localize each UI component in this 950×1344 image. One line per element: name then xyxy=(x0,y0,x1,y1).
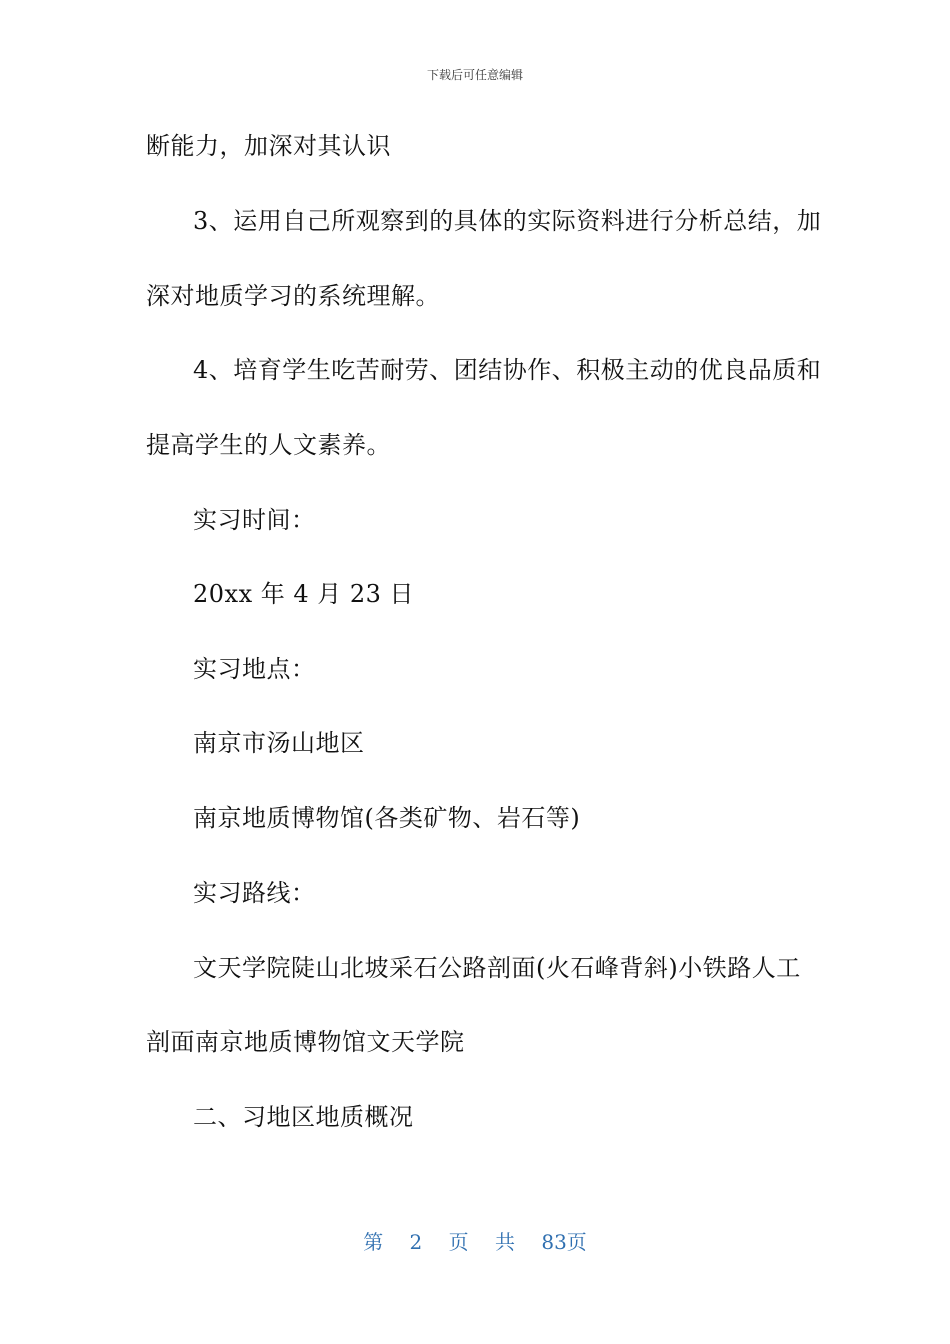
footer-prefix: 第 xyxy=(363,1230,384,1254)
footer-page-label: 页 xyxy=(448,1230,469,1254)
body-line: 4、培育学生吃苦耐劳、团结协作、积极主动的优良品质和 xyxy=(193,356,822,384)
body-line: 文天学院陡山北坡采石公路剖面(火石峰背斜)小铁路人工 xyxy=(193,954,801,982)
page-header: 下载后可任意编辑 xyxy=(426,68,523,82)
section-label: 实习路线： xyxy=(193,879,316,907)
body-line: 南京市汤山地区 xyxy=(193,729,365,757)
body-line: 深对地质学习的系统理解。 xyxy=(146,282,440,310)
body-line: 剖面南京地质博物馆文天学院 xyxy=(146,1028,465,1056)
footer-page-number: 2 xyxy=(409,1230,423,1254)
body-line: 南京地质博物馆(各类矿物、岩石等) xyxy=(193,804,581,832)
footer-total-pages: 83页 xyxy=(541,1230,587,1254)
section-label: 实习地点： xyxy=(193,655,316,683)
footer-total-label: 共 xyxy=(495,1230,515,1254)
section-label: 实习时间： xyxy=(193,506,316,534)
body-line: 3、运用自己所观察到的具体的实际资料进行分析总结，加 xyxy=(193,207,822,235)
body-line: 20xx 年 4 月 23 日 xyxy=(193,580,415,608)
page-footer xyxy=(0,1226,950,1255)
section-heading: 二、习地区地质概况 xyxy=(193,1103,414,1131)
body-line: 断能力，加深对其认识 xyxy=(146,132,391,160)
body-line: 提高学生的人文素养。 xyxy=(146,431,391,459)
